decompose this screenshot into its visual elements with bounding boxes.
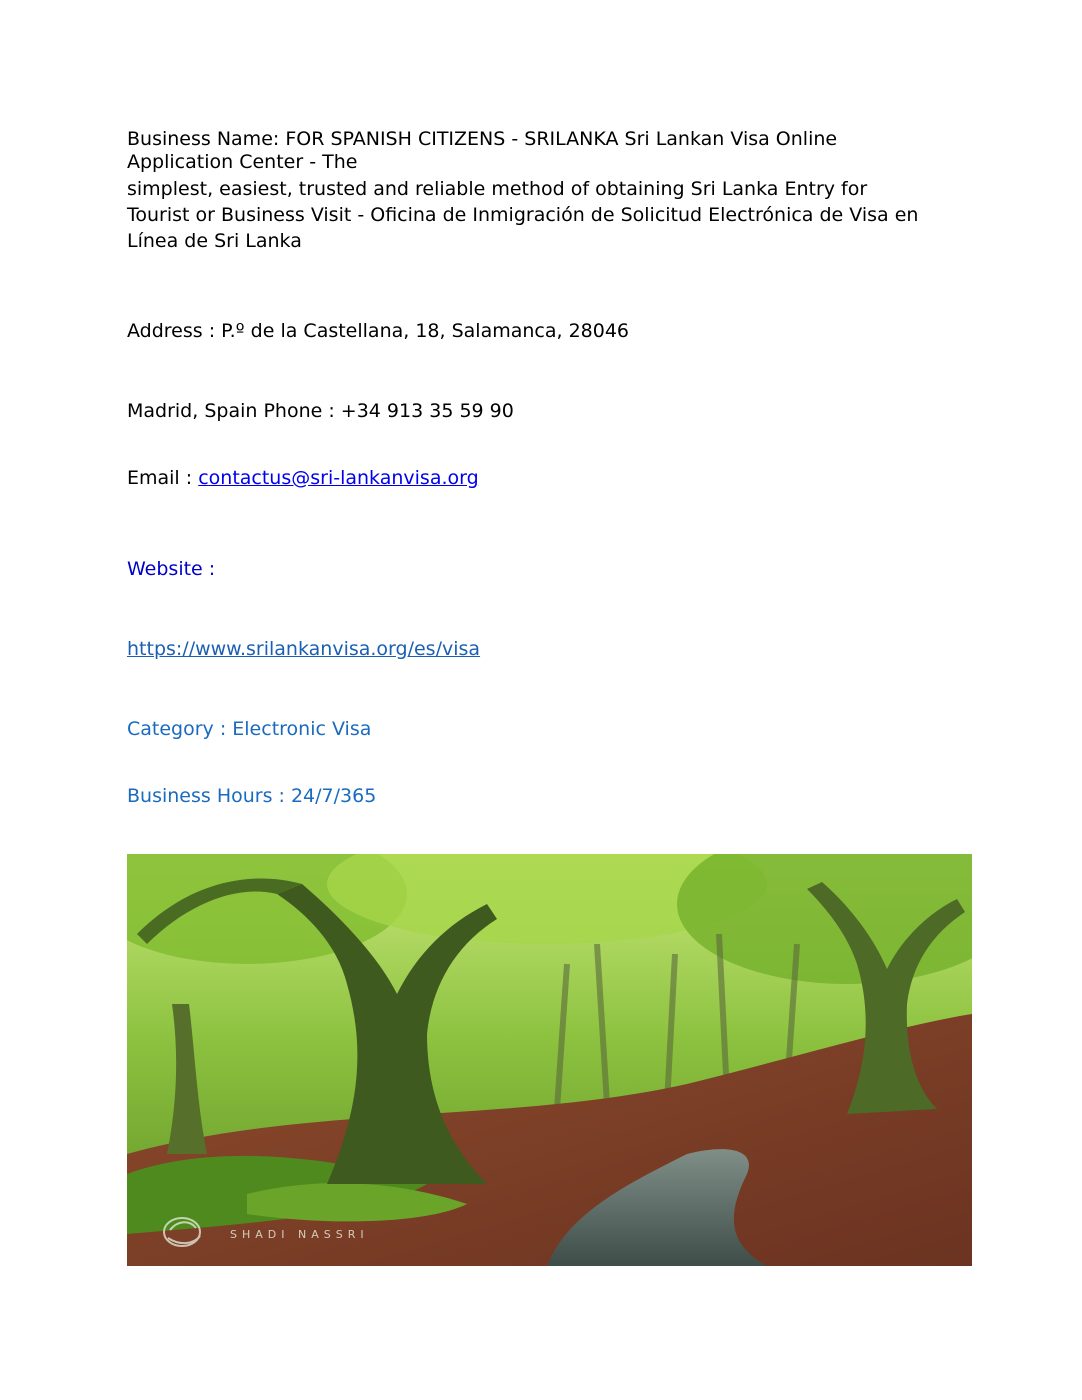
forest-photo-illustration bbox=[127, 854, 972, 1266]
business-name-line-2: Application Center - The bbox=[127, 151, 358, 173]
website-label: Website : bbox=[127, 558, 216, 580]
photographer-watermark bbox=[160, 1208, 420, 1254]
website-link[interactable]: https://www.srilankanvisa.org/es/visa bbox=[127, 638, 481, 660]
watermark-text: SHADI NASSRI bbox=[230, 1228, 369, 1241]
email-line bbox=[127, 467, 479, 490]
email-label: Email : bbox=[127, 467, 199, 489]
phone-line: Madrid, Spain Phone : +34 913 35 59 90 bbox=[127, 400, 514, 422]
address-line: Address : P.º de la Castellana, 18, Salamanca, 28046 bbox=[127, 320, 630, 342]
business-hours-line: Business Hours : 24/7/365 bbox=[127, 785, 377, 807]
forest-photo bbox=[127, 854, 972, 1266]
email-link[interactable]: contactus@sri-lankanvisa.org bbox=[198, 467, 479, 489]
business-name-line-1: Business Name: FOR SPANISH CITIZENS - SRILANKA Sri Lankan Visa Online bbox=[127, 128, 838, 150]
category-line: Category : Electronic Visa bbox=[127, 718, 372, 740]
business-description: simplest, easiest, trusted and reliable method of obtaining Sri Lanka Entry for Tourist or Business Visit - Oficina de Inmigración de Solicitud Electrónica de Visa en Línea de Sri Lanka bbox=[127, 178, 919, 252]
website-line bbox=[127, 638, 480, 661]
